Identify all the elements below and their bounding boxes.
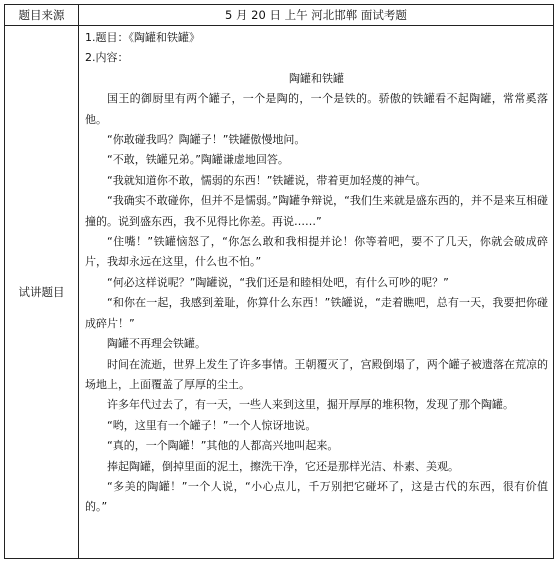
- story-paragraph: 捧起陶罐，倒掉里面的泥土，擦洗干净，它还是那样光洁、朴素、美观。: [107, 459, 459, 473]
- story-paragraph: 国王的御厨里有两个罐子，一个是陶的，一个是铁的。骄傲的铁罐看不起陶罐，常常奚落他。: [85, 92, 548, 126]
- topic-content-cell: [79, 26, 554, 559]
- story-paragraph: “真的，一个陶罐！”其他的人都高兴地叫起来。: [107, 439, 339, 453]
- header-row: [5, 5, 554, 26]
- story-paragraph: “不敢，铁罐兄弟。”陶罐谦虚地回答。: [107, 153, 289, 167]
- story-paragraph: 陶罐不再理会铁罐。: [107, 337, 206, 351]
- story-paragraph: “多美的陶罐！”一个人说，“小心点儿，千万别把它碰坏了，这是古代的东西，很有价值的。”: [85, 479, 548, 514]
- story-paragraph: 许多年代过去了，有一天，一些人来到这里，掘开厚厚的堆积物，发现了那个陶罐。: [107, 398, 514, 412]
- exam-info-table: [4, 4, 554, 559]
- story-paragraph: “你敢碰我吗？陶罐子！”铁罐傲慢地问。: [107, 133, 306, 147]
- content-line: 2.内容：: [85, 51, 129, 65]
- story-paragraph: “住嘴！”铁罐恼怒了，“你怎么敢和我相提并论！你等着吧，要不了几天，你就会破成碎片，我却永远在这里，什么也不怕。”: [85, 235, 548, 269]
- story-paragraph: “我确实不敢碰你，但并不是懦弱。”陶罐争辩说，“我们生来就是盛东西的，并不是来互相碰撞的。说到盛东西，我不见得比你差。再说……”: [85, 194, 548, 228]
- story-paragraph: 时间在流逝，世界上发生了许多事情。王朝覆灭了，宫殿倒塌了，两个罐子被遗落在荒凉的场地上，上面覆盖了厚厚的尘土。: [85, 357, 548, 391]
- row-label-trial-topic: 试讲题目: [5, 26, 79, 559]
- header-source-label: 题目来源: [5, 5, 79, 26]
- story-paragraph: “我就知道你不敢，懦弱的东西！”铁罐说，带着更加轻蔑的神气。: [107, 173, 427, 187]
- story-paragraph: “和你在一起，我感到羞耻，你算什么东西！”铁罐说，“走着瞧吧，总有一天，我要把你碰成碎片！”: [85, 296, 548, 330]
- story-title: 陶罐和铁罐: [289, 71, 344, 85]
- topic-line: 1.题目：《陶罐和铁罐》: [85, 31, 200, 44]
- content-row: [5, 26, 554, 559]
- header-exam-date: 5 月 20 日 上午 河北邯郸 面试考题: [79, 5, 554, 26]
- story-paragraph: “何必这样说呢？”陶罐说，“我们还是和睦相处吧，有什么可吵的呢？”: [107, 275, 449, 289]
- story-paragraph: “哟，这里有一个罐子！”一个人惊讶地说。: [107, 418, 317, 432]
